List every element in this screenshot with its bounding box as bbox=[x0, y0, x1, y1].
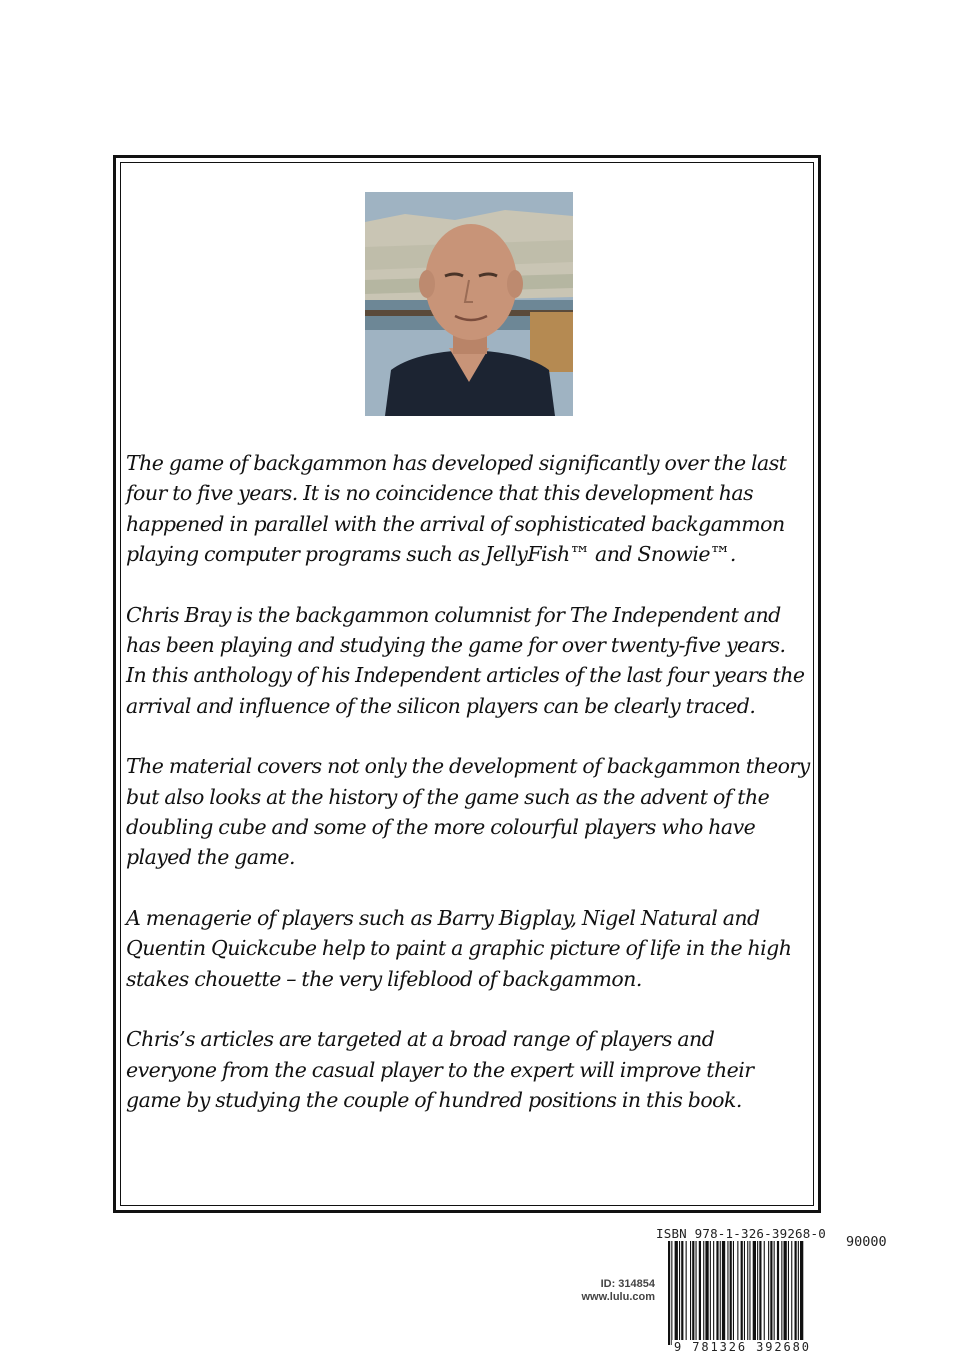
blurb-paragraph-2: Chris Bray is the backgammon columnist for The Independent and has been playing and studying the game for over twenty-five years. In this anthology of his Independent articles of the last four years the arrival and influence of the silicon players can be clearly traced. bbox=[126, 602, 805, 718]
back-cover-blurb bbox=[126, 448, 810, 1145]
barcode-bar bbox=[741, 1241, 743, 1345]
barcode-bar bbox=[791, 1241, 792, 1345]
publisher-url: www.lulu.com bbox=[581, 1291, 655, 1303]
barcode-bar bbox=[703, 1241, 704, 1345]
barcode-bar bbox=[753, 1241, 756, 1345]
barcode-bar bbox=[699, 1241, 701, 1345]
publisher-info bbox=[563, 1278, 655, 1304]
barcode-bar bbox=[795, 1241, 797, 1345]
author-photo bbox=[365, 192, 573, 416]
barcode-bar bbox=[744, 1241, 745, 1345]
barcode-bar bbox=[686, 1241, 687, 1345]
barcode-bar bbox=[768, 1241, 769, 1345]
barcode-bar bbox=[777, 1241, 779, 1345]
barcode-bar bbox=[800, 1241, 803, 1345]
barcode-digits: 9 781326 392680 bbox=[674, 1340, 811, 1354]
barcode-bar bbox=[668, 1241, 670, 1345]
blurb-paragraph-4: A menagerie of players such as Barry Bigplay, Nigel Natural and Quentin Quickcube help to paint a graphic picture of life in the high stakes chouette – the very lifeblood of backgammon. bbox=[126, 905, 792, 991]
barcode-bar bbox=[722, 1241, 725, 1345]
barcode-bar bbox=[784, 1241, 787, 1345]
photo-face bbox=[425, 224, 517, 340]
price-code: 90000 bbox=[846, 1234, 887, 1250]
barcode-bar bbox=[730, 1241, 732, 1345]
barcode-bar bbox=[774, 1241, 775, 1345]
isbn-label: ISBN 978-1-326-39268-0 bbox=[656, 1226, 826, 1241]
barcode-bar bbox=[692, 1241, 694, 1345]
barcode-bar bbox=[727, 1241, 728, 1345]
blurb-paragraph-3: The material covers not only the development of backgammon theory but also looks at the history of the game such as the advent of the doubling cube and some of the more colourful players who have played the game. bbox=[126, 754, 810, 870]
cover-frame bbox=[113, 155, 821, 1213]
isbn-barcode bbox=[668, 1241, 844, 1345]
barcode-bar bbox=[798, 1241, 799, 1345]
barcode-bar bbox=[788, 1241, 789, 1345]
barcode-bar bbox=[710, 1241, 711, 1345]
author-photo-illustration bbox=[365, 192, 573, 416]
barcode-bar bbox=[675, 1241, 678, 1345]
barcode-bar bbox=[770, 1241, 772, 1345]
barcode-bar bbox=[757, 1241, 758, 1345]
barcode-bar bbox=[705, 1241, 708, 1345]
barcode-bar bbox=[681, 1241, 683, 1345]
barcode-bar bbox=[749, 1241, 750, 1345]
barcode-bar bbox=[737, 1241, 738, 1345]
barcode-bar bbox=[679, 1241, 680, 1345]
barcode-bar bbox=[733, 1241, 734, 1345]
barcode-bar bbox=[720, 1241, 721, 1345]
blurb-paragraph-5: Chris’s articles are targeted at a broad range of players and everyone from the casual player to the expert will improve their game by studying the couple of hundred positions in this book. bbox=[126, 1027, 754, 1112]
barcode-bar bbox=[716, 1241, 718, 1345]
barcode-bar bbox=[747, 1241, 748, 1345]
barcode-bar bbox=[713, 1241, 714, 1345]
barcode-bar bbox=[690, 1241, 691, 1345]
barcode-bar bbox=[759, 1241, 761, 1345]
barcode-bar bbox=[764, 1241, 765, 1345]
barcode-bar bbox=[696, 1241, 697, 1345]
barcode-bar bbox=[671, 1241, 672, 1345]
barcode-bar bbox=[781, 1241, 782, 1345]
publisher-id: ID: 314854 bbox=[600, 1278, 655, 1290]
blurb-paragraph-1: The game of backgammon has developed significantly over the last four to five years. It is no coincidence that this development has happened in parallel with the arrival of sophisticated backgammon playing computer programs such as JellyFish™ and Snowie™. bbox=[126, 451, 787, 567]
